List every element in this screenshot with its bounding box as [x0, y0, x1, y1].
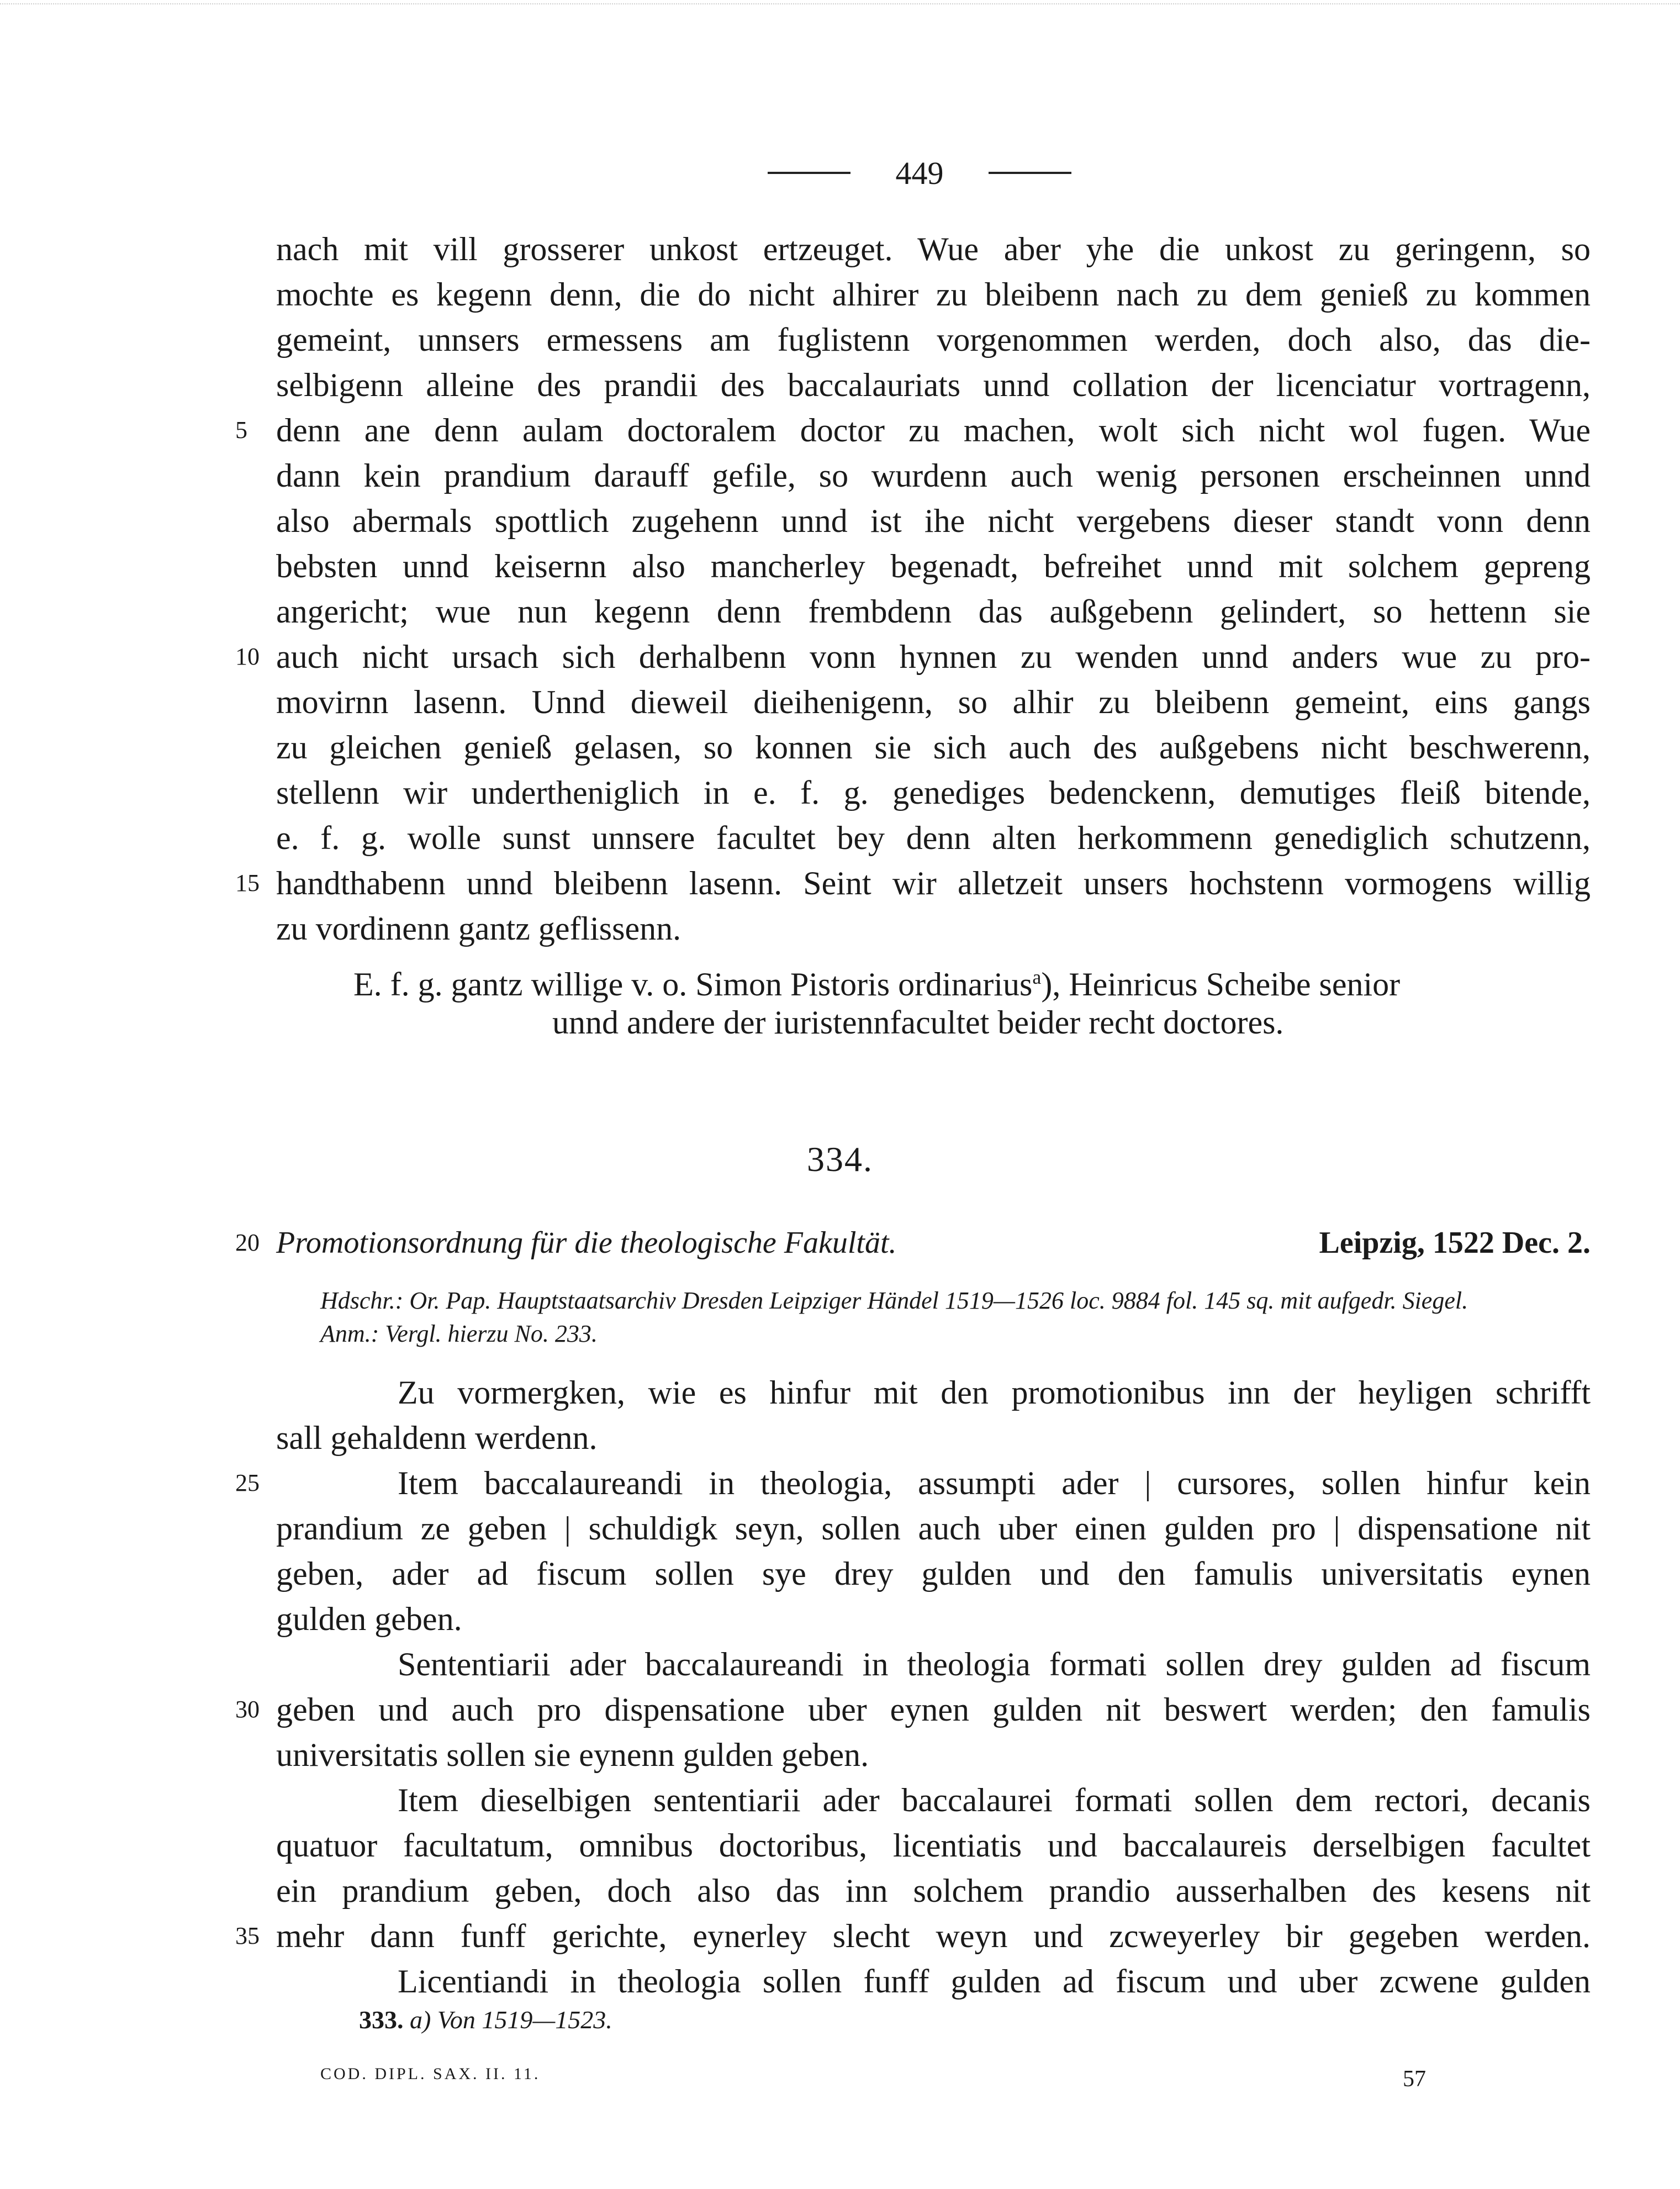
line-text: bebsten unnd keisernn also mancherley begenadt, befreihet unnd mit solchem gepreng: [276, 548, 1591, 584]
line-text: stellenn wir undertheniglich in e. f. g. genediges bedenckenn, demutiges fleiß bitende,: [276, 774, 1591, 811]
text-line: [276, 770, 1591, 815]
line-text: sall gehaldenn werdenn.: [276, 1420, 598, 1456]
text-line: [276, 317, 1591, 362]
source-manuscript: Hdschr.: Or. Pap. Hauptstaatsarchiv Dresden Leipziger Händel 1519—1526 loc. 9884 fol. 145 sq. mit aufgedr. Siegel.: [320, 1287, 1468, 1314]
line-number: 30: [235, 1696, 260, 1723]
text-line: [276, 1777, 1591, 1823]
line-number: 5: [235, 416, 247, 444]
line-text: Zu vormergken, wie es hinfur mit den promotionibus inn der heyligen schrifft: [398, 1374, 1591, 1411]
line-text: movirnn lasenn. Unnd dieweil dieihenigenn, so alhir zu bleibenn gemeint, eins gangs: [276, 684, 1591, 720]
sheet-number: 57: [1403, 2066, 1426, 2092]
line-text: dann kein prandium darauff gefile, so wurdenn auch wenig personen erscheinnen unnd: [276, 457, 1591, 494]
document-title-row: [235, 1221, 1591, 1265]
line-text: ein prandium geben, doch also das inn solchem prandio ausserhalben des kesens nit: [276, 1872, 1591, 1909]
text-line: [276, 1370, 1591, 1415]
line-text: gemeint, unnsers ermessens am fuglistenn vorgenommen werden, doch also, das die-: [276, 321, 1591, 358]
text-line: [276, 679, 1591, 725]
text-line: [235, 1687, 1591, 1732]
line-text: Sententiarii ader baccalaureandi in theologia formati sollen drey gulden ad fiscum: [398, 1646, 1591, 1682]
footnote: [359, 2005, 612, 2034]
line-text: universitatis sollen sie eynenn gulden geben.: [276, 1737, 869, 1773]
line-text: mehr dann funff gerichte, eynerley slecht weyn und zcweyerley bir gegeben werden.: [276, 1918, 1591, 1954]
line-number: 20: [235, 1229, 260, 1256]
text-line: [276, 453, 1591, 498]
letter-continuation: [235, 226, 1591, 951]
text-line: [235, 408, 1591, 453]
line-text: handthabenn unnd bleibenn lasenn. Seint wir alletzeit unsers hochstenn vormogens willig: [276, 865, 1591, 901]
line-text: zu vordinenn gantz geflissenn.: [276, 910, 681, 947]
signature-line-1: E. f. g. gantz willige v. o. Simon Pistoris ordinarius$^a$), Heinricus Scheibe senior: [353, 966, 1401, 1003]
header-rule-right: [989, 172, 1071, 174]
text-line: [276, 1506, 1591, 1551]
text-line: [276, 906, 1591, 951]
text-line: [276, 226, 1591, 272]
line-text: auch nicht ursach sich derhalbenn vonn hynnen zu wenden unnd anders wue zu pro-: [276, 639, 1591, 675]
line-text: nach mit vill grosserer unkost ertzeuget. Wue aber yhe die unkost zu geringenn, so: [276, 231, 1591, 267]
scan-edge: [0, 3, 1680, 4]
line-text: e. f. g. wolle sunst unnsere facultet bey denn alten herkommenn genediglich schutzenn,: [276, 820, 1591, 856]
text-line: [235, 861, 1591, 906]
line-text: Licentiandi in theologia sollen funff gulden ad fiscum und uber zcwene gulden: [398, 1963, 1591, 2000]
text-line: [276, 1823, 1591, 1868]
text-line: [276, 1642, 1591, 1687]
line-text: angericht; wue nun kegenn denn frembdenn das außgebenn gelindert, so hettenn sie: [276, 593, 1591, 630]
line-text: Item baccalaureandi in theologia, assumpti ader | cursores, sollen hinfur kein: [398, 1465, 1591, 1501]
text-line: [276, 1868, 1591, 1913]
footnote-number: 333.: [359, 2006, 404, 2034]
footnote-text: a) Von 1519—1523.: [410, 2006, 612, 2034]
line-number: 15: [235, 869, 260, 896]
text-line: [276, 1596, 1591, 1642]
text-line: [276, 362, 1591, 408]
header-rule-left: [768, 172, 850, 174]
line-text: selbigenn alleine des prandii des baccalauriats unnd collation der licenciatur vortragenn,: [276, 367, 1591, 403]
line-text: gulden geben.: [276, 1601, 462, 1637]
line-text: geben und auch pro dispensatione uber eynen gulden nit beswert werden; den famulis: [276, 1691, 1591, 1728]
text-line: [276, 1415, 1591, 1460]
line-text: quatuor facultatum, omnibus doctoribus, licentiatis und baccalaureis derselbigen facultet: [276, 1827, 1591, 1864]
line-text: zu gleichen genieß gelasen, so konnen sie sich auch des außgebens nicht beschwerenn,: [276, 729, 1591, 766]
signature-block: [276, 954, 1591, 1045]
line-text: Item dieselbigen sententiarii ader baccalaurei formati sollen dem rectori, decanis: [398, 1782, 1591, 1818]
text-line: [276, 544, 1591, 589]
source-note: [320, 1284, 1591, 1351]
text-line: [276, 1732, 1591, 1777]
text-line: [235, 1913, 1591, 1959]
line-number: 10: [235, 643, 260, 670]
text-line: [235, 1460, 1591, 1506]
text-line: [276, 272, 1591, 317]
text-line: [276, 1551, 1591, 1596]
line-text: also abermals spottlich zugehenn unnd ist ihe nicht vergebens dieser standt vonn denn: [276, 503, 1591, 539]
line-number: 35: [235, 1922, 260, 1949]
page-number: 449: [895, 155, 944, 191]
text-line: [276, 815, 1591, 861]
line-text: mochte es kegenn denn, die do nicht alhirer zu bleibenn nach zu dem genieß zu kommen: [276, 276, 1591, 313]
text-line: [276, 589, 1591, 634]
signature-line-2: unnd andere der iuristennfacultet beider recht doctores.: [552, 1004, 1284, 1041]
source-annotation: Anm.: Vergl. hierzu No. 233.: [320, 1320, 598, 1347]
printer-signature-mark: COD. DIPL. SAX. II. 11.: [320, 2065, 541, 2083]
document-place-date: Leipzig, 1522 Dec. 2.: [1319, 1226, 1591, 1260]
line-number: 25: [235, 1469, 260, 1496]
text-line: [276, 725, 1591, 770]
document-title: Promotionsordnung für die theologische Fakultät.: [276, 1226, 897, 1260]
text-line: [276, 498, 1591, 544]
document-number: 334.: [807, 1140, 873, 1179]
line-text: geben, ader ad fiscum sollen sye drey gulden und den famulis universitatis eynen: [276, 1555, 1591, 1592]
text-line: [235, 634, 1591, 679]
text-line: [276, 1959, 1591, 2004]
document-body: [235, 1370, 1591, 2004]
page-header: [768, 148, 1071, 198]
line-text: denn ane denn aulam doctoralem doctor zu machen, wolt sich nicht wol fugen. Wue: [276, 412, 1591, 449]
line-text: prandium ze geben | schuldigk seyn, sollen auch uber einen gulden pro | dispensatione nit: [276, 1510, 1591, 1547]
